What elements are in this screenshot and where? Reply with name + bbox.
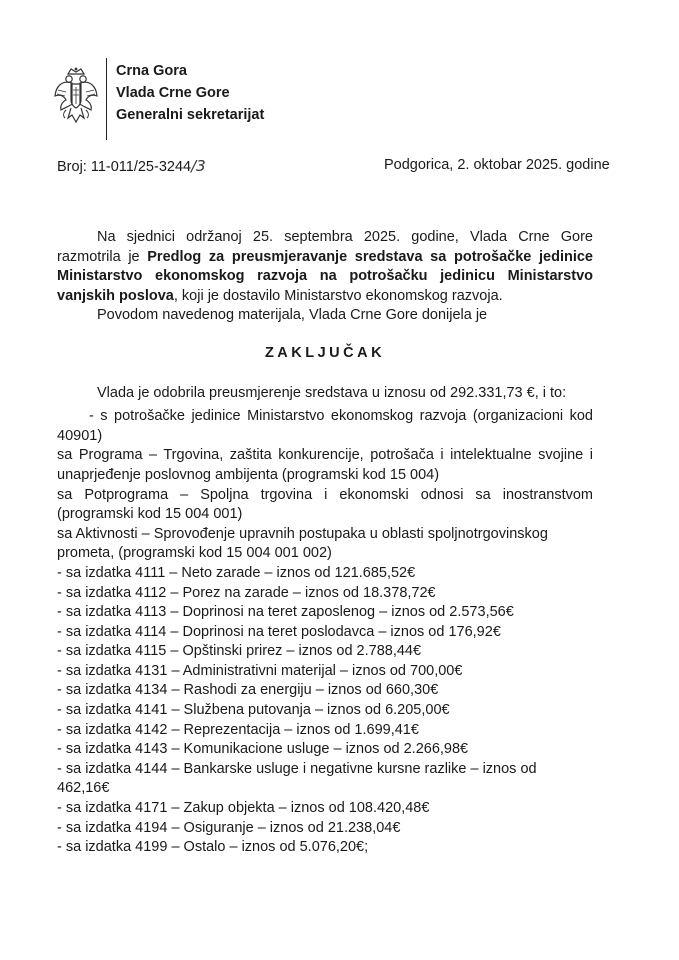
- subprogram-line: sa Potprograma – Spoljna trgovina i ekonomski odnosi sa inostranstvom (programski kod 15 004 001): [57, 486, 593, 523]
- expense-item: - sa izdatka 4111 – Neto zarade – iznos od 121.685,52€: [57, 564, 416, 581]
- decision-paragraph: Vlada je odobrila preusmjerenje sredstava u iznosu od 292.331,73 €, i to:: [97, 384, 567, 401]
- intro-text-a: Na sjednici održanoj 25. septembra 2025. godine, Vlada Crne Gore razmotrila je: [57, 229, 593, 265]
- program-line: sa Programa – Trgovina, zaštita konkurencije, potrošača i intelektualne svojine i unaprjeđenje poslovnog ambijenta (programski kod 15 004): [57, 447, 593, 483]
- country-name: Crna Gora: [116, 63, 187, 79]
- intro-paragraph-2: Povodom navedenog materijala, Vlada Crne Gore donijela je: [97, 307, 488, 324]
- expense-item: - sa izdatka 4199 – Ostalo – iznos od 5.076,20€;: [57, 839, 369, 856]
- institution-header: [116, 60, 264, 126]
- expense-item: - sa izdatka 4194 – Osiguranje – iznos od 21.238,04€: [57, 819, 401, 836]
- reference-number: [57, 157, 206, 175]
- montenegro-coat-of-arms-icon: [52, 66, 100, 128]
- reference-number-text: Broj: 11-011/25-3244: [57, 159, 192, 175]
- expense-item: - sa izdatka 4141 – Službena putovanja – iznos od 6.205,00€: [57, 702, 450, 719]
- expense-item: - sa izdatka 4114 – Doprinosi na teret poslodavca – iznos od 176,92€: [57, 623, 501, 640]
- header-divider: [106, 58, 107, 140]
- expense-item: - sa izdatka 4134 – Rashodi za energiju – iznos od 660,30€: [57, 682, 439, 699]
- expense-item: - sa izdatka 4144 – Bankarske usluge i negativne kursne razlike – iznos od 462,16€: [57, 760, 537, 797]
- expense-item: - sa izdatka 4171 – Zakup objekta – iznos od 108.420,48€: [57, 800, 430, 817]
- handwritten-suffix: /3: [191, 157, 206, 175]
- expense-item: - sa izdatka 4142 – Reprezentacija – iznos od 1.699,41€: [57, 721, 419, 738]
- intro-paragraph: [57, 228, 593, 306]
- document-body: [57, 228, 593, 858]
- expense-item: - sa izdatka 4112 – Porez na zarade – iznos od 18.378,72€: [57, 584, 436, 601]
- expense-item: - sa izdatka 4131 – Administrativni materijal – iznos od 700,00€: [57, 662, 463, 679]
- government-name: Vlada Crne Gore: [116, 85, 230, 101]
- expense-item: - sa izdatka 4113 – Doprinosi na teret zaposlenog – iznos od 2.573,56€: [57, 604, 514, 621]
- decision-title: ZAKLJUČAK: [264, 344, 386, 361]
- intro-text-bold: Predlog za preusmjeravanje sredstava sa potrošačke jedinice Ministarstvo ekonomskog razvoja na potrošačku jedinicu Ministarstvo vanjskih poslova: [57, 248, 593, 304]
- expense-item: - sa izdatka 4115 – Opštinski prirez – iznos od 2.788,44€: [57, 643, 422, 660]
- activity-line: sa Aktivnosti – Sprovođenje upravnih postupaka u oblasti spoljnotrgovinskog prometa, (programski kod 15 004 001 002): [57, 525, 548, 562]
- spending-unit: - s potrošačke jedinice Ministarstvo ekonomskog razvoja (organizacioni kod 40901): [57, 408, 593, 444]
- expense-item: - sa izdatka 4143 – Komunikacione usluge – iznos od 2.266,98€: [57, 741, 469, 758]
- intro-text-b: , koji je dostavilo Ministarstvo ekonomskog razvoja.: [173, 287, 503, 304]
- secretariat-name: Generalni sekretarijat: [116, 107, 265, 123]
- document-date: Podgorica, 2. oktobar 2025. godine: [384, 157, 610, 173]
